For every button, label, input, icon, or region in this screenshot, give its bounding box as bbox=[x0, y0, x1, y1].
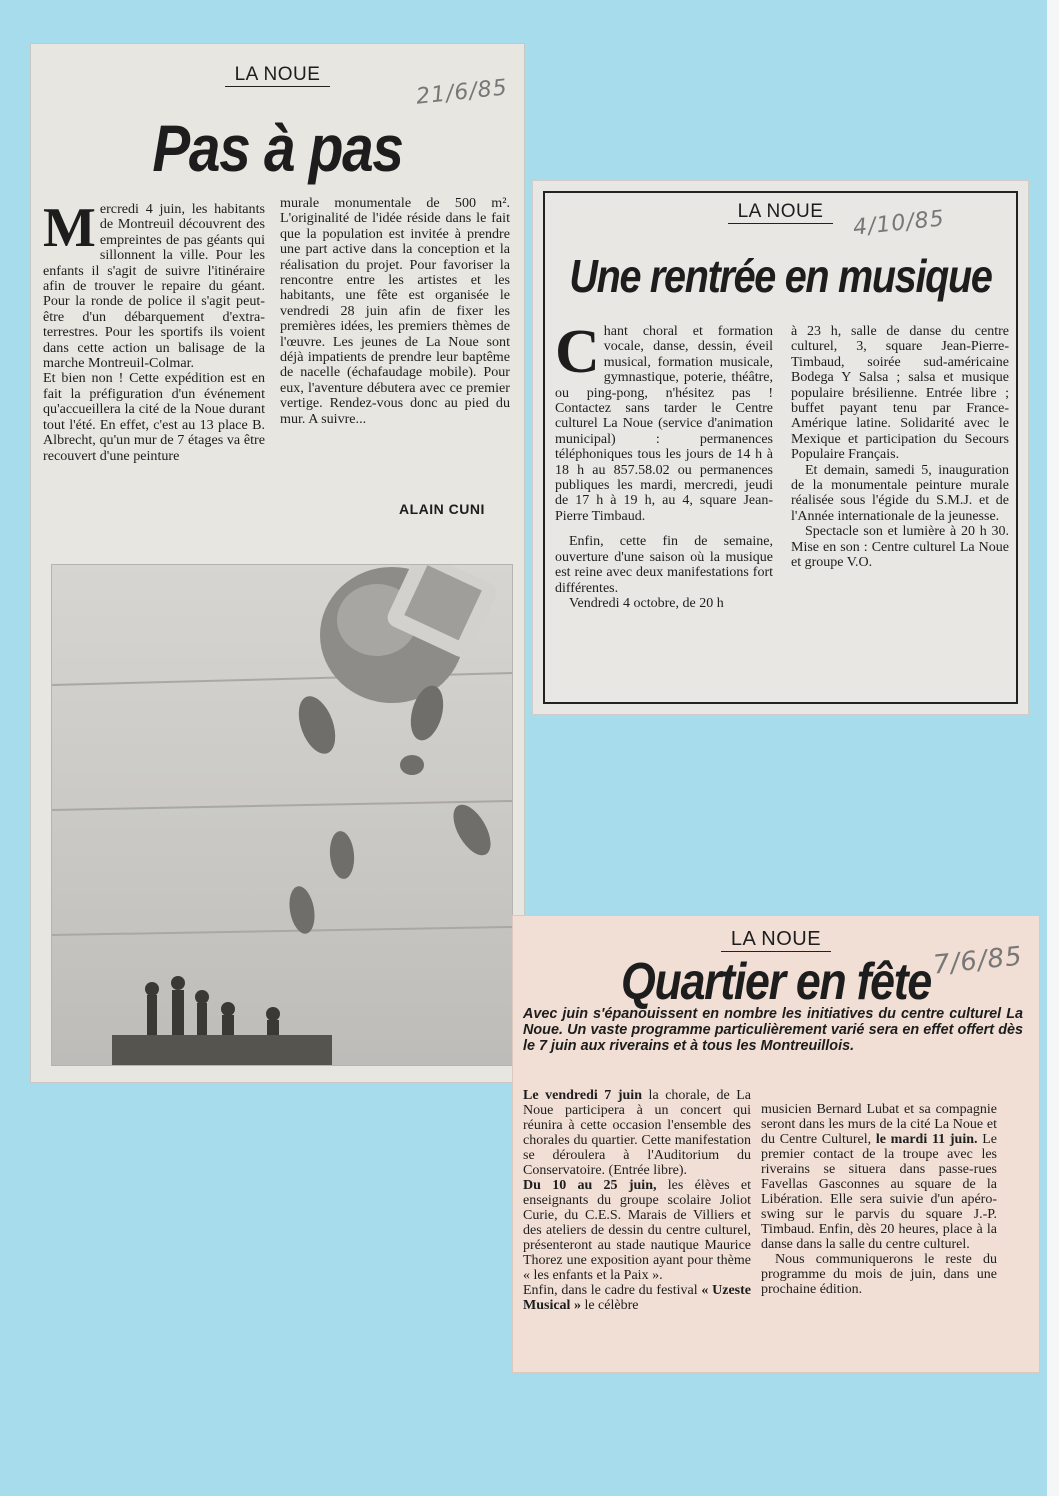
paragraph: musicien Bernard Lubat et sa compagnie seront dans les murs de la cité La Noue et du Centre Culturel, bbox=[761, 1102, 997, 1147]
clipping-pas-a-pas bbox=[30, 43, 525, 1083]
paragraph: à 23 h, salle de danse du centre culturel, 3, square Jean-Pierre-Timbaud, soirée sud-américaine Bodega Y Salsa ; salsa et musique populaire brésilienne. Entrée libre ; buffet payant tenu par France-Amérique latine. Solidarité avec le Mexique et participation du Secours Populaire Français. bbox=[791, 324, 1009, 463]
paragraph: Le premier contact de la troupe avec les riverains se situera dans passe-rues Favellas Gasconnes au square de la Libération. Elle sera suivie d'un apéro-swing sur le parvis du square J.-P. Timbaud. Enfin, dès 20 heures, place à la danse dans la salle du centre culturel. bbox=[761, 1132, 998, 1252]
highlight-date: le mardi 11 juin. bbox=[875, 1132, 978, 1147]
paragraph: Et bien non ! Cette expédition est en fait la préfiguration d'un événement qu'accueillera la cité de la Noue durant tout l'été. En effet, c'est au 13 place B. Albrecht, qu'un mur de 7 étages va être recouvert d'une peinture bbox=[43, 370, 265, 464]
paragraph: Enfin, cette fin de semaine, ouverture d'une saison où la musique est reine avec deux manifestations fort différentes. bbox=[555, 534, 773, 596]
article-column-1 bbox=[43, 197, 265, 464]
highlight-date: Du 10 au 25 juin, bbox=[523, 1178, 657, 1193]
lede-paragraph: Avec juin s'épanouissent en nombre les initiatives du centre culturel La Noue. Un vaste programme particulièrement varié sera en effet offert dès le 7 juin aux riverains et à tous les Montreuillois. bbox=[523, 1006, 1023, 1054]
festival-name: « Uzeste Musical » bbox=[523, 1283, 751, 1313]
headline: Pas à pas bbox=[152, 111, 403, 185]
article-column-1 bbox=[555, 318, 773, 611]
paragraph: Et demain, samedi 5, inauguration de la monumentale peinture murale réalisée sous l'égide du S.M.J. et de l'Année internationale de la jeunesse. bbox=[791, 462, 1009, 524]
paragraph: Nous communiquerons le reste du programme du mois de juin, dans une prochaine édition. bbox=[761, 1252, 997, 1297]
author-signature: ALAIN CUNI bbox=[399, 501, 485, 517]
paragraph: les élèves et enseignants du groupe scolaire Joliot Curie, du C.E.S. Marais de Villiers et des ateliers de dessin du centre culturel, présenteront au stade nautique Maurice Thorez une exposition ayant pour thème « les enfants et la Paix ». bbox=[523, 1178, 751, 1283]
article-column-2 bbox=[280, 196, 510, 427]
clipping-quartier-en-fete bbox=[512, 915, 1040, 1373]
paragraph: hant choral et formation vocale, danse, dessin, éveil musical, formation musicale, gymnastique, poterie, théâtre, ou ping-pong, n'hésitez pas ! Contactez sans tarder le Centre culturel La Noue (service d'animation municipal) : permanences téléphoniques tous les jours de 14 h à 18 h au 857.58.02 ou permanences publiques les mardi, mercredi, jeudi de 17 h à 19 h, au 4, square Jean-Pierre Timbaud. bbox=[555, 324, 773, 524]
drop-cap: M bbox=[43, 197, 96, 259]
handwritten-date: 7/6/85 bbox=[931, 941, 1025, 981]
paragraph: murale monumentale de 500 m². L'originalité de l'idée réside dans le fait que la population est invitée à prendre une part active dans la conception et la réalisation du projet. Pour favoriser la rencontre entre les artistes et les habitants, une fête est organisée le vendredi 28 juin afin de fixer les premières idées, les premiers thèmes de l'œuvre. Les jeunes de La Noue sont déjà impatients de prendre leur baptême de nacelle (échafaudage mobile). Pour eux, l'aventure débutera avec ce premier vertige. Rendez-vous donc au pied du mur. A suivre... bbox=[280, 195, 510, 427]
handwritten-date: 21/6/85 bbox=[414, 75, 509, 110]
highlight-date: Le vendredi 7 juin bbox=[523, 1088, 642, 1103]
paragraph: Vendredi 4 octobre, de 20 h bbox=[569, 595, 724, 611]
paragraph: Spectacle son et lumière à 20 h 30. Mise en son : Centre culturel La Noue et groupe V.O. bbox=[791, 524, 1009, 571]
section-label: LA NOUE bbox=[513, 928, 1039, 951]
section-label: LA NOUE bbox=[533, 201, 1028, 223]
paragraph: ercredi 4 juin, les habitants de Montreuil découvrent des empreintes de pas géants qui sillonnent la ville. Pour les enfants il s'agit de suivre l'itinéraire afin de trouver le repaire du géant. Pour la ronde de police il s'agit peut-être d'un débarquement d'extra-terrestres. Pour les sportifs ils voient dans cette action un balisage de la marche Montreuil-Colmar. bbox=[43, 201, 265, 372]
paragraph: Enfin, dans le cadre du festival bbox=[523, 1283, 702, 1298]
article-column-2 bbox=[761, 1102, 997, 1297]
section-label: LA NOUE bbox=[31, 64, 524, 86]
headline: Quartier en fête bbox=[621, 953, 931, 1011]
paragraph: le célèbre bbox=[580, 1298, 639, 1313]
paragraph: la chorale, de La Noue participera à un concert qui réunira à cette occasion l'ensemble des chorales du quartier. Cette manifestation se déroulera à l'Auditorium du Conservatoire. (Entrée libre). bbox=[523, 1088, 752, 1178]
article-column-2 bbox=[791, 324, 1009, 571]
headline: Une rentrée en musique bbox=[569, 250, 992, 302]
article-column-1 bbox=[523, 1088, 751, 1313]
footprints-photo bbox=[51, 564, 513, 1066]
drop-cap: C bbox=[555, 318, 600, 386]
handwritten-date: 4/10/85 bbox=[851, 206, 946, 241]
clipping-une-rentree-en-musique bbox=[532, 180, 1029, 715]
